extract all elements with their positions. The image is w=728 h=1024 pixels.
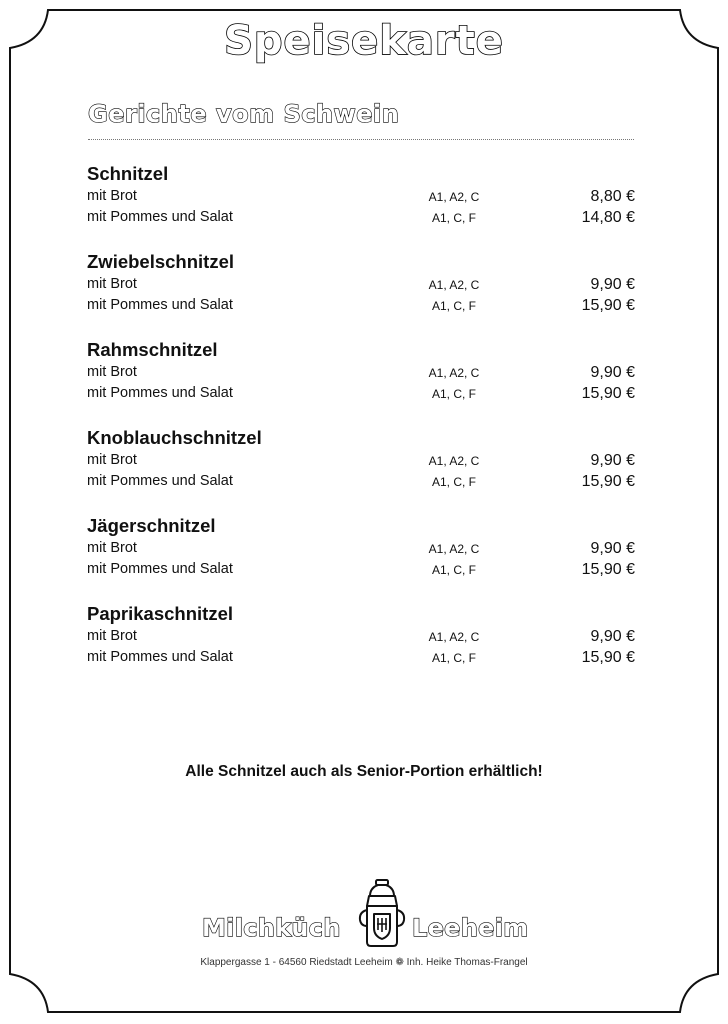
item-description: mit Pommes und Salat [87, 473, 233, 489]
item-allergens: A1, C, F [431, 475, 476, 489]
item-price: 15,90 € [581, 297, 635, 314]
dish-name: Knoblauchschnitzel [87, 427, 262, 448]
dish-paprikaschnitzel [87, 602, 635, 690]
item-description: mit Brot [87, 364, 137, 380]
item-description: mit Brot [87, 276, 137, 292]
item-allergens: A1, C, F [431, 563, 476, 577]
item-allergens: A1, A2, C [428, 366, 480, 380]
menu-item [87, 207, 635, 228]
item-description: mit Pommes und Salat [87, 649, 233, 665]
item-allergens: A1, C, F [431, 211, 476, 225]
dish-name: Paprikaschnitzel [87, 603, 234, 624]
page-title: Speisekarte [224, 18, 504, 64]
item-description: mit Brot [87, 628, 137, 644]
item-price: 15,90 € [581, 473, 635, 490]
dish-schnitzel [87, 162, 635, 250]
item-allergens: A1, A2, C [428, 454, 480, 468]
item-allergens: A1, C, F [431, 387, 476, 401]
brand-name-left: Milchküch [202, 914, 341, 942]
item-allergens: A1, A2, C [428, 278, 480, 292]
menu-item [87, 626, 635, 647]
item-description: mit Pommes und Salat [87, 209, 233, 225]
menu-item [87, 186, 635, 207]
item-price: 9,90 € [590, 364, 635, 381]
item-description: mit Brot [87, 188, 137, 204]
item-allergens: A1, A2, C [428, 190, 480, 204]
item-price: 9,90 € [590, 276, 635, 293]
item-allergens: A1, C, F [431, 299, 476, 313]
milk-can-icon [356, 878, 408, 950]
item-description: mit Brot [87, 452, 137, 468]
menu-item [87, 274, 635, 295]
item-description: mit Pommes und Salat [87, 385, 233, 401]
senior-portion-note: Alle Schnitzel auch als Senior-Portion erhältlich! [185, 763, 543, 780]
dish-knoblauchschnitzel [87, 426, 635, 514]
item-allergens: A1, A2, C [428, 630, 480, 644]
item-price: 15,90 € [581, 561, 635, 578]
footer-address: Klappergasse 1 - 64560 Riedstadt Leeheim ❁ Inh. Heike Thomas-Frangel [200, 957, 528, 968]
item-allergens: A1, A2, C [428, 542, 480, 556]
menu-item [87, 295, 635, 316]
item-description: mit Pommes und Salat [87, 561, 233, 577]
item-price: 14,80 € [581, 209, 635, 226]
item-price: 15,90 € [581, 649, 635, 666]
menu-item [87, 383, 635, 404]
dish-zwiebelschnitzel [87, 250, 635, 338]
menu-item [87, 362, 635, 383]
dish-name: Rahmschnitzel [87, 339, 218, 360]
menu-item [87, 559, 635, 580]
item-price: 9,90 € [590, 628, 635, 645]
item-price: 9,90 € [590, 540, 635, 557]
menu-item [87, 538, 635, 559]
dish-name: Schnitzel [87, 163, 169, 184]
item-description: mit Brot [87, 540, 137, 556]
section-title: Gerichte vom Schwein [88, 100, 400, 128]
dish-jaegerschnitzel [87, 514, 635, 602]
menu-item [87, 471, 635, 492]
item-price: 8,80 € [590, 188, 635, 205]
item-price: 9,90 € [590, 452, 635, 469]
menu-item [87, 450, 635, 471]
item-description: mit Pommes und Salat [87, 297, 233, 313]
menu-item [87, 647, 635, 668]
item-allergens: A1, C, F [431, 651, 476, 665]
brand-name-right: Leeheim [412, 914, 529, 942]
dish-name: Jägerschnitzel [87, 515, 216, 536]
brand-logo [200, 878, 536, 948]
item-price: 15,90 € [581, 385, 635, 402]
dish-rahmschnitzel [87, 338, 635, 426]
dotted-divider [88, 139, 634, 140]
menu-list [87, 162, 635, 690]
dish-name: Zwiebelschnitzel [87, 251, 235, 272]
